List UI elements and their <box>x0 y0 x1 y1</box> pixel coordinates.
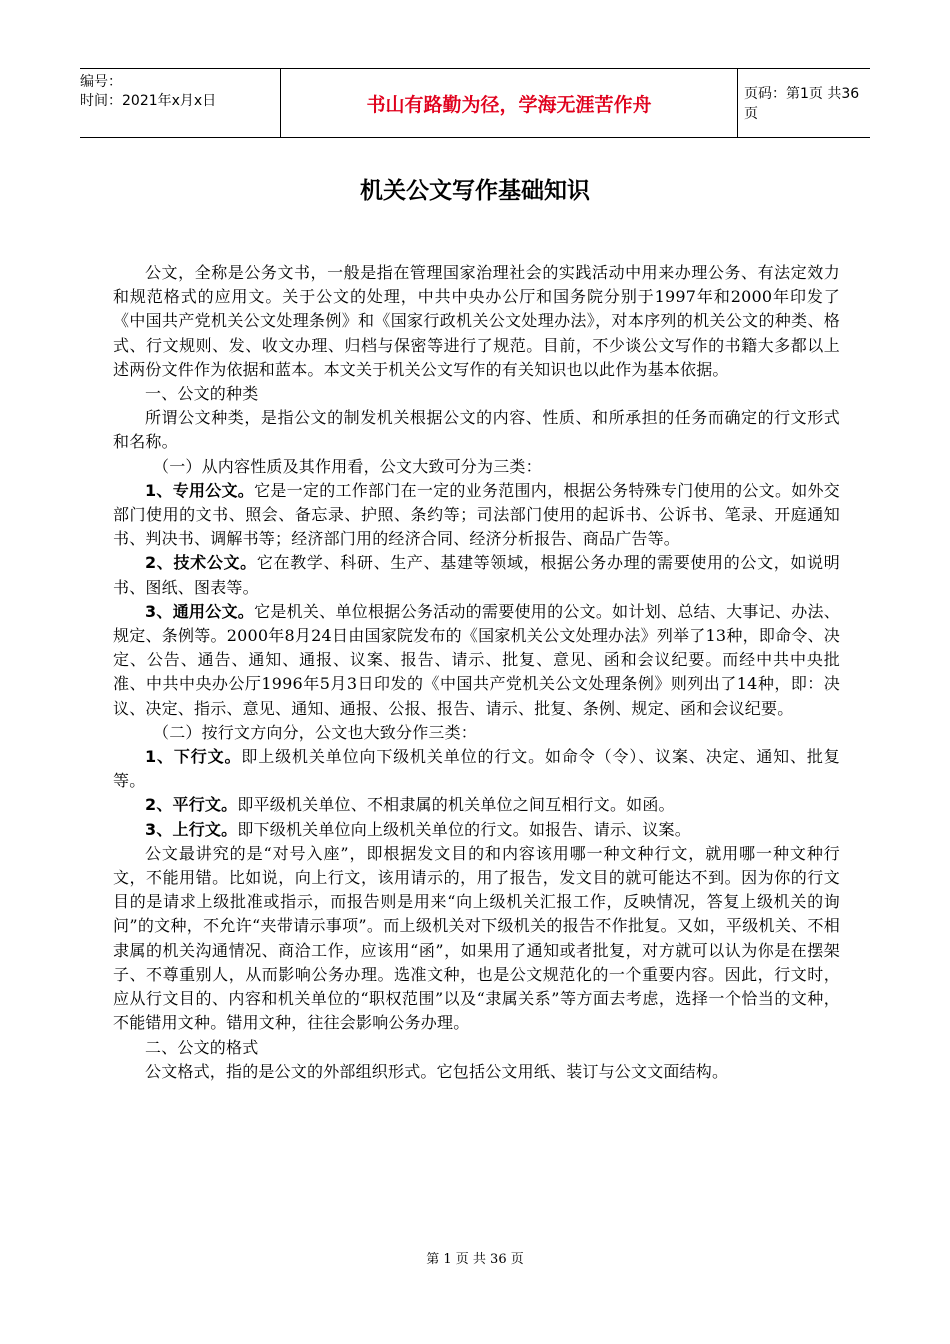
number-label: 编号： <box>80 74 122 90</box>
header-motto: 书山有路勤为径，学海无涯苦作舟 <box>280 69 738 137</box>
time-label: 时间：2021年x月x日 <box>80 93 217 109</box>
paragraph-intro: 公文，全称是公务文书，一般是指在管理国家治理社会的实践活动中用来办理公务、有法定效力和规范格式的应用文。关于公文的处理，中共中央办公厅和国务院分别于1997年和2000年印发了《中国共产党机关公文处理条例》和《国家行政机关公文处理办法》，对本序列的机关公文的种类、格式、行文规则、发、收文办理、归档与保密等进行了规范。目前，不少谈公文写作的书籍大多都以上述两份文件作为依据和蓝本。本文关于机关公文写作的有关知识也以此作为基本依据。 <box>113 263 840 379</box>
list-item-label: 3、上行文。 <box>145 819 238 839</box>
list-item-label: 1、下行文。 <box>145 747 242 767</box>
list-item-text: 它是一定的工作部门在一定的业务范围内，根据公务特殊专门使用的公文。如外交部门使用的文书、照会、备忘录、护照、条约等；司法部门使用的起诉书、公诉书、笔录、开庭通知书、判决书、调解书等；经济部门用的经济合同、经济分析报告、商品广告等。 <box>113 480 840 549</box>
list-item-text: 即下级机关单位向上级机关单位的行文。如报告、请示、议案。 <box>237 819 691 839</box>
list-item-text: 即平级机关单位、不相隶属的机关单位之间互相行文。如函。 <box>237 795 675 815</box>
list-item-label: 2、平行文。 <box>145 795 238 815</box>
list-item <box>113 600 840 721</box>
list-item-text: 它是机关、单位根据公务活动的需要使用的公文。如计划、总结、大事记、办法、规定、条例等。2000年8月24日由国家院发布的《国家机关公文处理办法》列举了13种，即命令、决定、公告、通告、通知、通报、议案、报告、请示、批复、意见、函和会议纪要。而经中共中央批准、中共中央办公厅1996年5月3日印发的《中国共产党机关公文处理条例》则列出了14种，即：决议、决定、指示、意见、通知、通报、公报、报告、请示、批复、条例、规定、函和会议纪要。 <box>113 601 840 718</box>
header-page-label: 页码：第1页 共36页 <box>744 86 860 122</box>
document-body <box>113 261 840 1084</box>
page-header <box>80 68 870 138</box>
list-item <box>113 551 840 599</box>
header-meta <box>80 69 280 141</box>
subsection-heading: （一）从内容性质及其作用看，公文大致可分为三类： <box>153 456 542 476</box>
list-item-label: 1、专用公文。 <box>145 480 255 500</box>
list-item-text: 即上级机关单位向下级机关单位的行文。如命令（令）、议案、决定、通知、批复等。 <box>113 747 840 791</box>
list-item <box>113 793 840 817</box>
paragraph: 公文最讲究的是“对号入座”，即根据发文目的和内容该用哪一种文种行文，就用哪一种文种行文，不能用错。比如说，向上行文，该用请示的，用了报告，发文目的就可能达不到。因为你的行文目的是请求上级批准或指示，而报告则是用来“向上级机关汇报工作，反映情况，答复上级机关的询问”的文种，不允许“夹带请示事项”。而上级机关对下级机关的报告不作批复。又如，平级机关、不相隶属的机关沟通情况、商洽工作，应该用“函”，如果用了通知或者批复，对方就可以认为你是在摆架子、不尊重别人，从而影响公务办理。选准文种，也是公文规范化的一个重要内容。因此，行文时，应从行文目的、内容和机关单位的“职权范围”以及“隶属关系”等方面去考虑，选择一个恰当的文种，不能错用文种。错用文种，往往会影响公务办理。 <box>113 843 840 1033</box>
list-item <box>113 479 840 552</box>
document-title: 机关公文写作基础知识 <box>360 178 590 204</box>
page-footer: 第 1 页 共 36 页 <box>426 1252 524 1267</box>
list-item-label: 3、通用公文。 <box>145 601 255 621</box>
paragraph: 公文格式，指的是公文的外部组织形式。它包括公文用纸、装订与公文文面结构。 <box>145 1061 729 1081</box>
paragraph: 所谓公文种类，是指公文的制发机关根据公文的内容、性质、和所承担的任务而确定的行文形式和名称。 <box>113 408 840 452</box>
section-heading: 一、公文的种类 <box>145 384 259 404</box>
list-item-label: 2、技术公文。 <box>145 553 257 573</box>
section-heading: 二、公文的格式 <box>145 1037 259 1057</box>
subsection-heading: （二）按行文方向分，公文也大致分作三类： <box>153 722 478 742</box>
list-item <box>113 745 840 793</box>
list-item <box>113 818 840 842</box>
list-item-text: 它在教学、科研、生产、基建等领域，根据公务办理的需要使用的公文，如说明书、图纸、图表等。 <box>113 553 840 597</box>
